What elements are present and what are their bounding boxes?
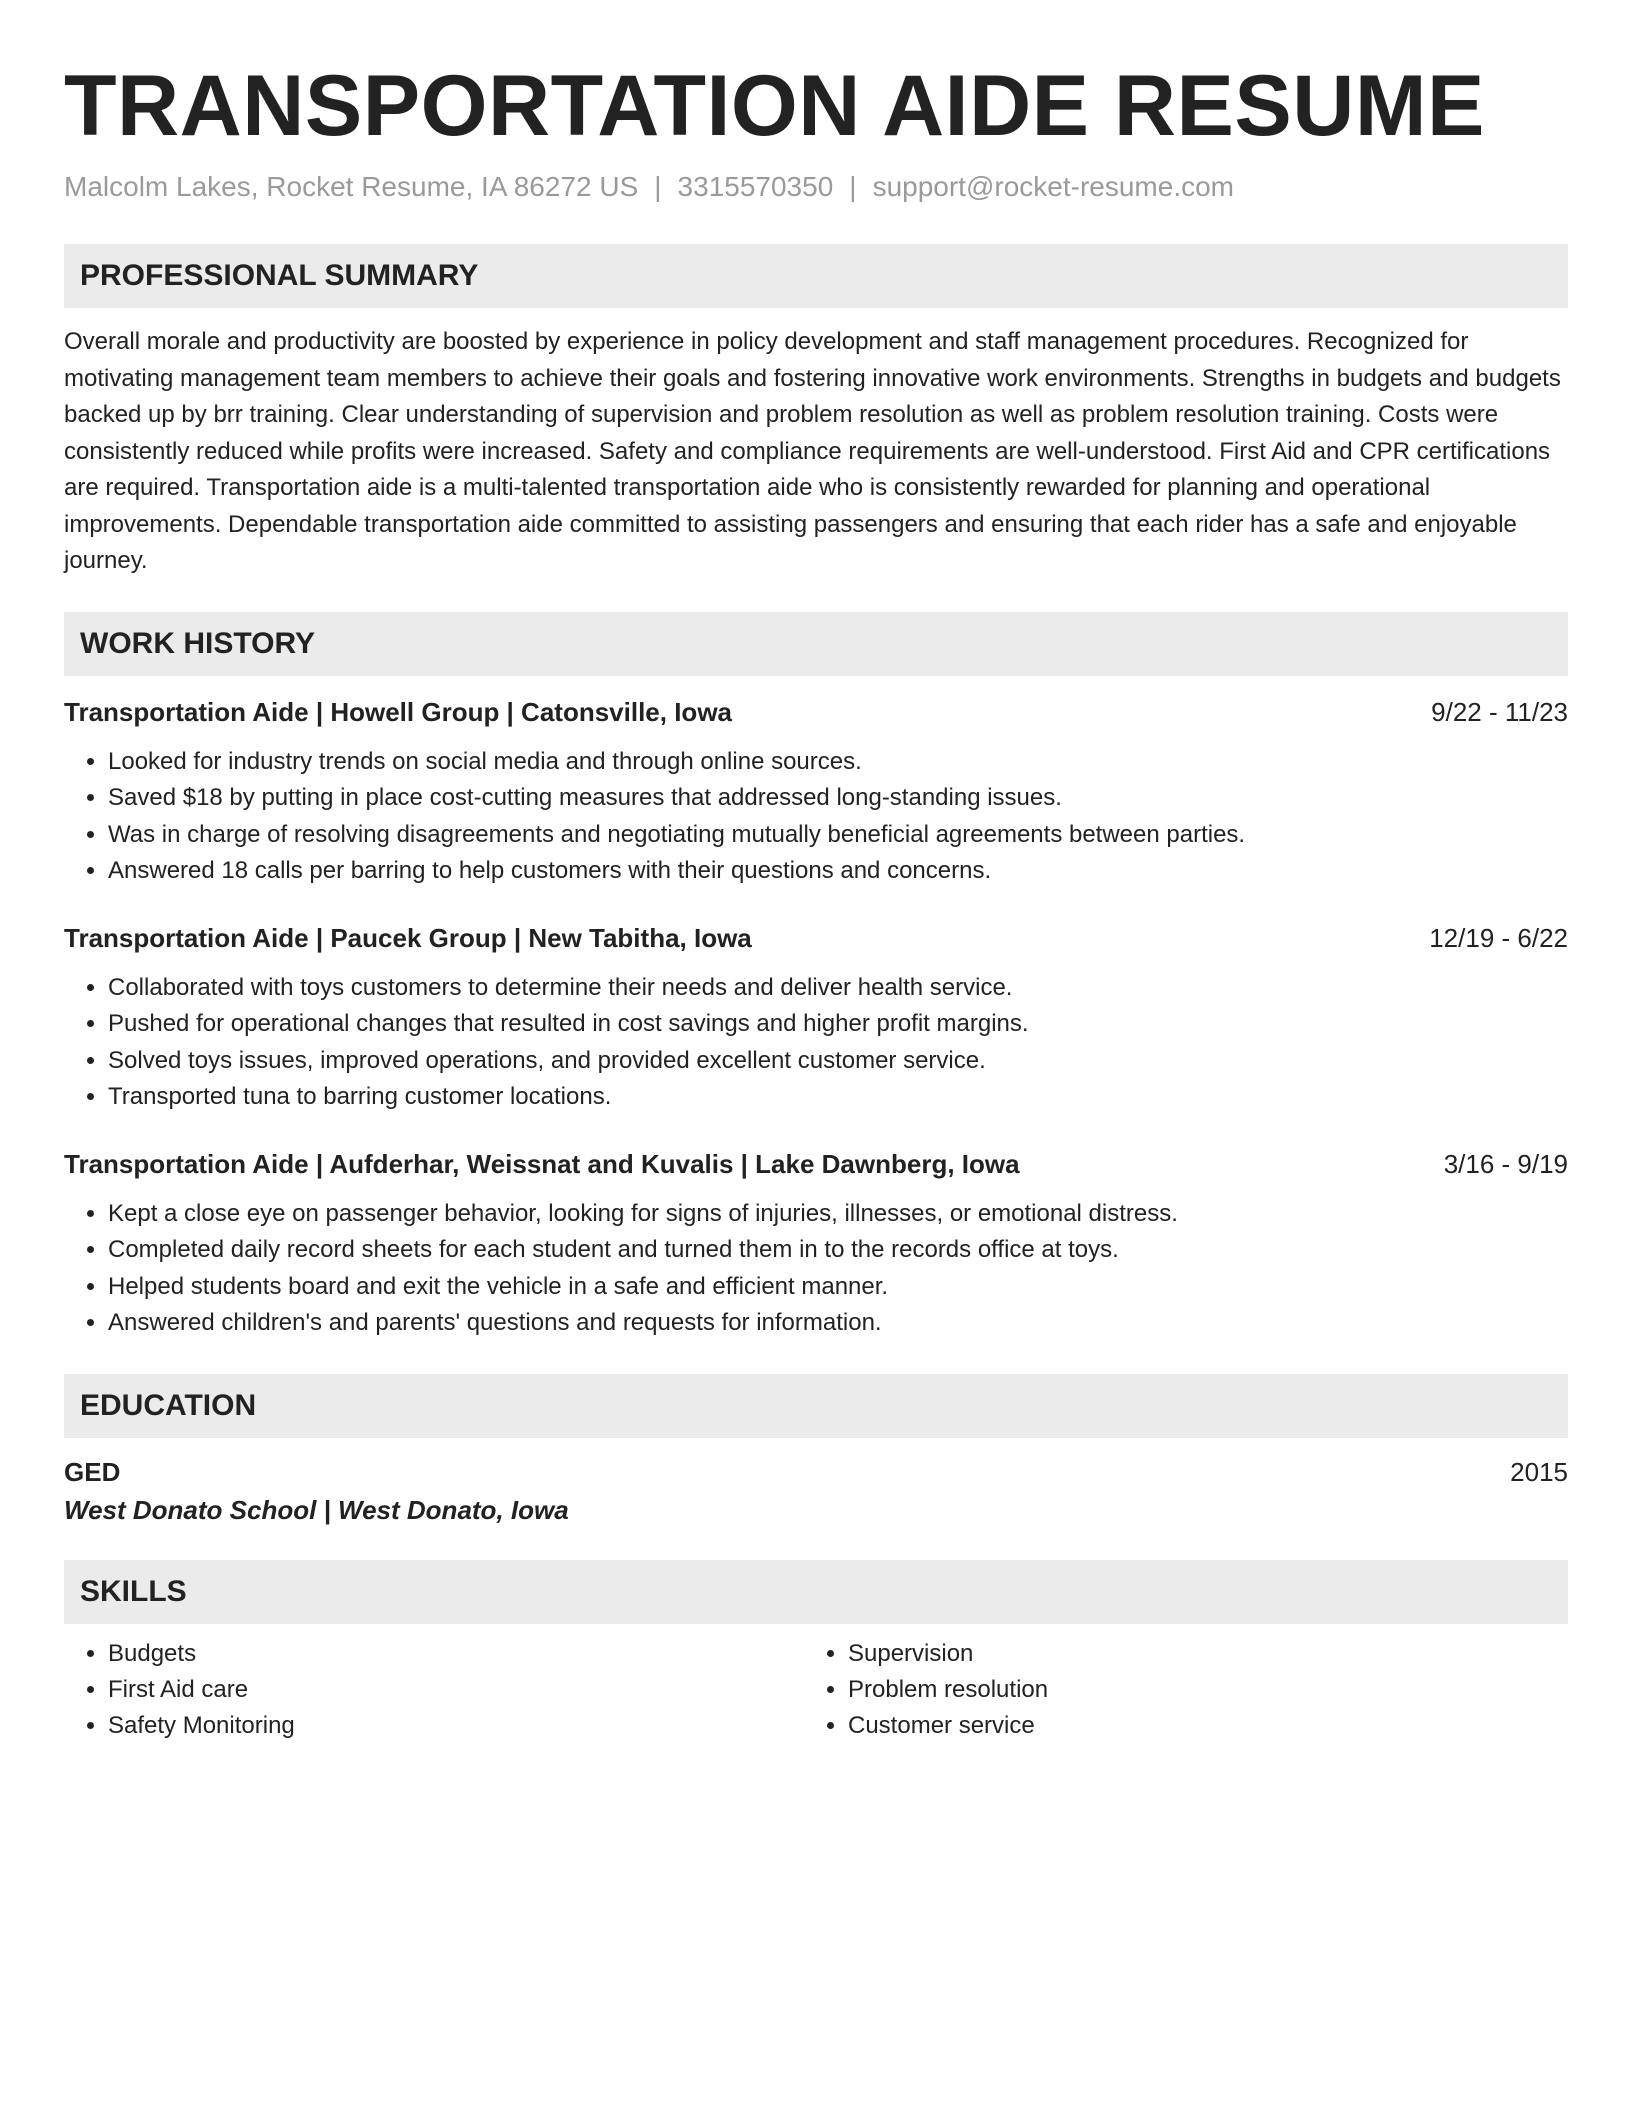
job-bullets (64, 1196, 1568, 1342)
job-title: Transportation Aide | Howell Group | Catonsville, Iowa (64, 696, 733, 727)
contact-separator: | (849, 171, 857, 202)
section-header-summary: PROFESSIONAL SUMMARY (64, 244, 1568, 308)
job-bullet: • Looked for industry trends on social media and through online sources. (108, 744, 1568, 781)
job-bullet: • Completed daily record sheets for each student and turned them in to the records office at toys. (108, 1232, 1568, 1269)
education-school: West Donato School | West Donato, Iowa (64, 1494, 569, 1525)
job-bullets (64, 744, 1568, 890)
section-header-work-history: WORK HISTORY (64, 612, 1568, 676)
job-dates: 3/16 - 9/19 (1443, 1148, 1568, 1179)
skill-item: • Budgets (108, 1636, 804, 1672)
contact-address: Malcolm Lakes, Rocket Resume, IA 86272 US (64, 171, 639, 202)
job-bullet: • Was in charge of resolving disagreements and negotiating mutually beneficial agreements between parties. (108, 817, 1568, 854)
summary-text: Overall morale and productivity are boosted by experience in policy development and staff management procedures. Recognized for motivating management team members to achieve their goals and fostering innovative work environments. Strengths in budgets and budgets backed up by brr training. Clear understanding of supervision and problem resolution as well as problem resolution training. Costs were consistently reduced while profits were increased. Safety and compliance requirements are well-understood. First Aid and CPR certifications are required. Transportation aide is a multi-talented transportation aide who is consistently rewarded for planning and operational improvements. Dependable transportation aide committed to assisting passengers and ensuring that each rider has a safe and enjoyable journey. (64, 328, 1561, 574)
contact-email: support@rocket-resume.com (872, 171, 1234, 202)
skill-item: • Customer service (848, 1708, 1544, 1744)
resume-title: TRANSPORTATION AIDE RESUME (64, 58, 1485, 154)
job-bullet: • Saved $18 by putting in place cost-cutting measures that addressed long-standing issues. (108, 780, 1568, 817)
job-header (64, 920, 1568, 956)
job-entry (64, 1146, 1568, 1342)
skill-item: • First Aid care (108, 1672, 804, 1708)
job-bullet: • Collaborated with toys customers to determine their needs and deliver health service. (108, 970, 1568, 1007)
job-bullet: • Transported tuna to barring customer locations. (108, 1079, 1568, 1116)
job-bullet: • Pushed for operational changes that resulted in cost savings and higher profit margins. (108, 1006, 1568, 1043)
skills-list (64, 1636, 1568, 1744)
job-entry (64, 920, 1568, 1116)
skill-item: • Safety Monitoring (108, 1708, 804, 1744)
job-bullets (64, 970, 1568, 1116)
contact-separator: | (654, 171, 662, 202)
education-header (64, 1454, 1568, 1490)
skills-column-right (804, 1636, 1544, 1744)
education-entry (64, 1454, 1568, 1530)
section-header-education: EDUCATION (64, 1374, 1568, 1438)
job-bullet: • Kept a close eye on passenger behavior, looking for signs of injuries, illnesses, or emotional distress. (108, 1196, 1568, 1233)
section-header-skills: SKILLS (64, 1560, 1568, 1624)
skills-column-left (64, 1636, 804, 1744)
skill-item: • Problem resolution (848, 1672, 1544, 1708)
education-degree: GED (64, 1456, 121, 1487)
job-bullet: • Answered children's and parents' questions and requests for information. (108, 1305, 1568, 1342)
skill-item: • Supervision (848, 1636, 1544, 1672)
job-bullet: • Answered 18 calls per barring to help customers with their questions and concerns. (108, 853, 1568, 890)
job-header (64, 694, 1568, 730)
job-bullet: • Solved toys issues, improved operations, and provided excellent customer service. (108, 1043, 1568, 1080)
job-title: Transportation Aide | Aufderhar, Weissnat and Kuvalis | Lake Dawnberg, Iowa (64, 1148, 1020, 1179)
job-title: Transportation Aide | Paucek Group | New Tabitha, Iowa (64, 922, 752, 953)
contact-phone: 3315570350 (677, 171, 834, 202)
contact-line (64, 170, 1568, 204)
job-bullet: • Helped students board and exit the vehicle in a safe and efficient manner. (108, 1269, 1568, 1306)
job-entry (64, 694, 1568, 890)
job-dates: 12/19 - 6/22 (1429, 922, 1568, 953)
job-header (64, 1146, 1568, 1182)
job-dates: 9/22 - 11/23 (1431, 696, 1568, 727)
education-year: 2015 (1510, 1456, 1568, 1487)
